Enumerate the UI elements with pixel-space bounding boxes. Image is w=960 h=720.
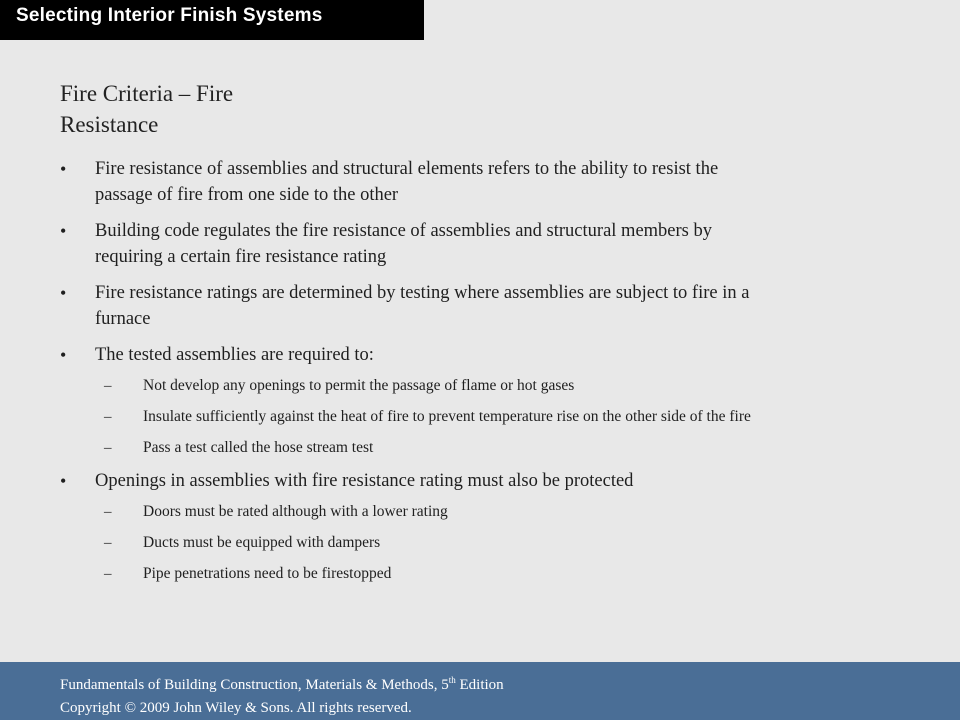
footer-edition-text: Edition	[455, 677, 504, 693]
sub-bullet-text: Not develop any openings to permit the passage of flame or hot gases	[143, 377, 575, 394]
bullet-marker: •	[60, 221, 67, 241]
sub-bullet-marker: –	[104, 535, 112, 551]
bullet-item	[60, 468, 780, 494]
slide-title-line-2: Resistance	[60, 112, 159, 137]
sub-bullet-marker: –	[104, 440, 112, 456]
slide-body	[60, 156, 780, 594]
footer-bar	[0, 662, 960, 720]
sub-bullet-item	[60, 406, 780, 428]
footer-edition-superscript: th	[448, 675, 456, 685]
sub-bullet-text: Pipe penetrations need to be firestopped	[143, 565, 392, 582]
bullet-text: The tested assemblies are required to:	[95, 345, 374, 365]
bullet-marker: •	[60, 283, 67, 303]
sub-list	[60, 501, 780, 585]
sub-bullet-item	[60, 501, 780, 523]
section-header-tab	[0, 0, 424, 40]
bullet-marker: •	[60, 159, 67, 179]
bullet-item	[60, 156, 780, 208]
bullet-text: Fire resistance ratings are determined by testing where assemblies are subject to fire in a furnace	[95, 283, 750, 329]
slide-title-line-1: Fire Criteria – Fire	[60, 81, 234, 106]
sub-bullet-text: Insulate sufficiently against the heat of fire to prevent temperature rise on the other side of the fire	[143, 408, 751, 425]
sub-bullet-marker: –	[104, 409, 112, 425]
bullet-item	[60, 342, 780, 368]
sub-bullet-item	[60, 375, 780, 397]
sub-bullet-text: Pass a test called the hose stream test	[143, 439, 374, 456]
bullet-text: Building code regulates the fire resistance of assemblies and structural members by requiring a certain fire resistance rating	[95, 221, 712, 267]
sub-bullet-item	[60, 532, 780, 554]
sub-bullet-text: Doors must be rated although with a lower rating	[143, 503, 448, 520]
footer-copyright: Copyright © 2009 John Wiley & Sons. All rights reserved.	[60, 700, 412, 716]
bullet-item	[60, 218, 780, 270]
sub-list	[60, 375, 780, 459]
bullet-text: Fire resistance of assemblies and structural elements refers to the ability to resist the passage of fire from one side to the other	[95, 159, 719, 205]
bullet-text: Openings in assemblies with fire resistance rating must also be protected	[95, 471, 634, 491]
slide-title	[60, 78, 380, 140]
sub-bullet-marker: –	[104, 504, 112, 520]
sub-bullet-text: Ducts must be equipped with dampers	[143, 534, 381, 551]
sub-bullet-marker: –	[104, 566, 112, 582]
sub-bullet-item	[60, 563, 780, 585]
sub-bullet-item	[60, 437, 780, 459]
sub-bullet-marker: –	[104, 378, 112, 394]
bullet-item	[60, 280, 780, 332]
bullet-marker: •	[60, 471, 67, 491]
bullet-marker: •	[60, 345, 67, 365]
footer-citation	[60, 677, 504, 694]
section-header-label: Selecting Interior Finish Systems	[16, 5, 323, 26]
footer-citation-text: Fundamentals of Building Construction, Materials & Methods, 5	[60, 677, 449, 693]
